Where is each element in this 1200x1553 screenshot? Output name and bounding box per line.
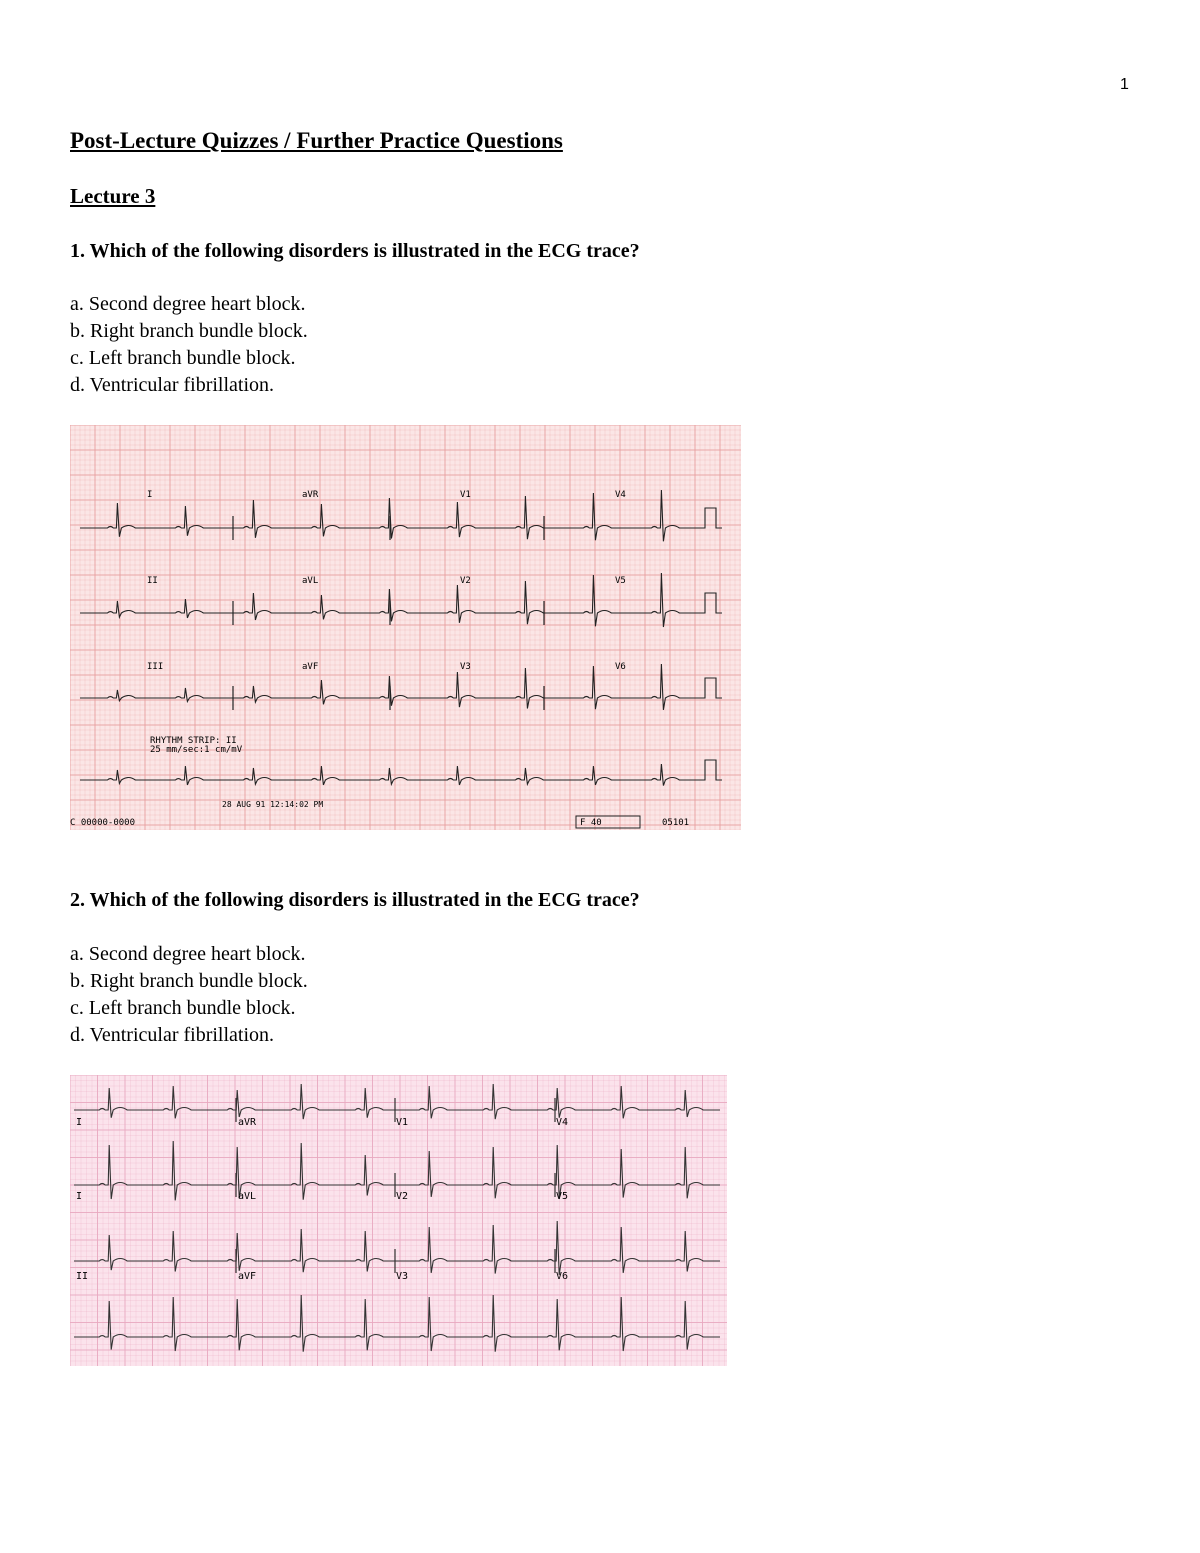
- ecg-1-lead-label: III: [147, 662, 164, 672]
- ecg-1-lead-label: II: [147, 576, 158, 586]
- ecg-2-lead-label: I: [76, 1191, 83, 1202]
- ecg-2-lead-label: aVF: [238, 1271, 257, 1282]
- page-number: 1: [1120, 76, 1129, 93]
- ecg-1-lead-label: V2: [460, 576, 471, 586]
- ecg-1-footer-box-label: F 40: [580, 818, 602, 828]
- ecg-1-lead-label: aVF: [302, 662, 319, 672]
- ecg-2-lead-label: II: [76, 1271, 89, 1282]
- ecg-2-lead-label: V1: [396, 1117, 409, 1128]
- question-2-options: [70, 941, 308, 1049]
- ecg-2-lead-label: aVL: [238, 1191, 257, 1202]
- ecg-trace-2: [70, 1075, 727, 1366]
- ecg-1-lead-label: I: [147, 490, 153, 500]
- ecg-1-paper: [70, 425, 741, 830]
- ecg-2-lead-label: V5: [556, 1191, 569, 1202]
- question-1-option-a: a. Second degree heart block.: [70, 293, 306, 315]
- document-title: Post-Lecture Quizzes / Further Practice Questions: [70, 128, 563, 153]
- ecg-1-footer-right: 05101: [662, 818, 690, 828]
- question-2-option-b: b. Right branch bundle block.: [70, 970, 308, 992]
- ecg-1-lead-label: V1: [460, 490, 471, 500]
- question-2-text: 2. Which of the following disorders is illustrated in the ECG trace?: [70, 889, 640, 911]
- question-1-text: 1. Which of the following disorders is illustrated in the ECG trace?: [70, 240, 640, 262]
- ecg-2-lead-label: V3: [396, 1271, 409, 1282]
- ecg-1-lead-label: aVL: [302, 576, 319, 586]
- question-1-option-b: b. Right branch bundle block.: [70, 320, 308, 342]
- ecg-trace-1: [70, 425, 741, 830]
- ecg-1-lead-label: V5: [615, 576, 626, 586]
- ecg-1-timestamp: 28 AUG 91 12:14:02 PM: [222, 800, 324, 809]
- ecg-2-svg: [70, 1075, 727, 1366]
- ecg-2-lead-label: aVR: [238, 1117, 257, 1128]
- ecg-2-lead-label: I: [76, 1117, 83, 1128]
- ecg-1-lead-label: V3: [460, 662, 471, 672]
- question-1-option-d: d. Ventricular fibrillation.: [70, 374, 275, 396]
- ecg-2-lead-label: V2: [396, 1191, 409, 1202]
- question-2-option-a: a. Second degree heart block.: [70, 943, 306, 965]
- ecg-1-lead-label: aVR: [302, 490, 319, 500]
- section-heading: Lecture 3: [70, 184, 156, 208]
- ecg-2-lead-label: V6: [556, 1271, 569, 1282]
- ecg-1-rhythm-label: RHYTHM STRIP: II: [150, 736, 237, 746]
- ecg-1-svg: [70, 425, 741, 830]
- ecg-1-speed-label: 25 mm/sec:1 cm/mV: [150, 745, 243, 755]
- ecg-1-lead-label: V6: [615, 662, 626, 672]
- ecg-1-footer-left: C 00000-0000: [70, 818, 136, 828]
- ecg-1-lead-label: V4: [615, 490, 626, 500]
- question-2-option-c: c. Left branch bundle block.: [70, 997, 296, 1019]
- question-2-option-d: d. Ventricular fibrillation.: [70, 1024, 275, 1046]
- ecg-2-lead-label: V4: [556, 1117, 569, 1128]
- question-1-option-c: c. Left branch bundle block.: [70, 347, 296, 369]
- question-1-options: [70, 291, 308, 399]
